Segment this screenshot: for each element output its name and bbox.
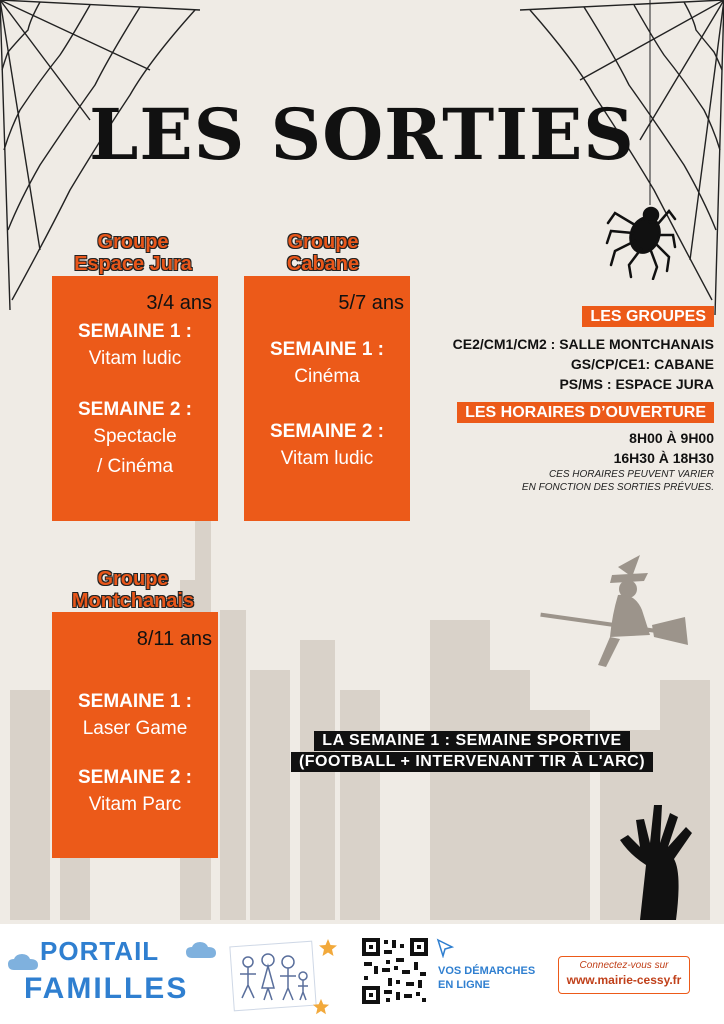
group-title-line2: Espace Jura: [74, 253, 192, 275]
week1-activity: Cinéma: [294, 366, 360, 387]
groups-line: GS/CP/CE1: CABANE: [570, 356, 714, 372]
week2-activity-line2: / Cinéma: [96, 456, 174, 477]
week1-label: SEMAINE 1 :: [269, 339, 385, 360]
website-link[interactable]: [558, 956, 690, 994]
spider-icon: [605, 195, 677, 280]
banner-line2: (FOOTBALL + INTERVENANT TIR À L'ARC): [291, 752, 653, 772]
demarches-line1: VOS DÉMARCHES: [438, 965, 536, 977]
zombie-hand-icon: [610, 795, 705, 920]
portail-label: PORTAIL: [40, 936, 160, 966]
group-card-espace-jura: [52, 276, 218, 521]
group-title-espace-jura: [58, 231, 208, 275]
demarches-label: [438, 964, 535, 992]
witch-icon: [540, 555, 690, 670]
qr-code-icon[interactable]: [360, 936, 430, 1006]
group-title-cabane: [248, 231, 398, 275]
sport-week-banner: [262, 730, 682, 772]
banner-line1: LA SEMAINE 1 : SEMAINE SPORTIVE: [314, 731, 629, 751]
week1-label: SEMAINE 1 :: [77, 321, 193, 342]
cursor-icon: [436, 938, 454, 958]
star-icon: [318, 938, 338, 958]
demarches-line2: EN LIGNE: [438, 979, 490, 991]
week2-activity: Vitam Parc: [88, 794, 182, 815]
group-title-line2: Montchanais: [71, 590, 195, 612]
age-range: 8/11 ans: [136, 628, 212, 650]
week2-activity: Vitam ludic: [280, 448, 374, 469]
week1-activity: Vitam ludic: [88, 348, 182, 369]
website-url[interactable]: www.mairie-cessy.fr: [566, 973, 682, 987]
group-title-line1: Groupe: [97, 231, 169, 253]
week1-activity: Laser Game: [82, 718, 188, 739]
family-drawing-icon: [228, 940, 318, 1012]
group-title-line2: Cabane: [286, 253, 360, 275]
hours-line: 8H00 À 9H00: [629, 430, 714, 446]
footer: [0, 924, 724, 1024]
group-card-cabane: [244, 276, 410, 521]
week2-activity-line1: Spectacle: [93, 426, 177, 447]
star-icon: [312, 998, 330, 1016]
group-title-line1: Groupe: [287, 231, 359, 253]
group-title-montchanais: [58, 568, 208, 612]
group-card-montchanais: [52, 612, 218, 858]
familles-label: FAMILLES: [24, 972, 189, 1005]
info-panel: [414, 306, 714, 494]
group-title-line1: Groupe: [97, 568, 169, 590]
cloud-icon: [186, 942, 216, 958]
groups-heading: LES GROUPES: [582, 306, 714, 327]
age-range: 3/4 ans: [146, 292, 212, 314]
age-range: 5/7 ans: [338, 292, 404, 314]
week1-label: SEMAINE 1 :: [77, 691, 193, 712]
hours-line: 16H30 À 18H30: [613, 450, 714, 466]
connect-label: Connectez-vous sur: [579, 960, 669, 971]
week2-label: SEMAINE 2 :: [77, 399, 193, 420]
week2-label: SEMAINE 2 :: [269, 421, 385, 442]
groups-line: PS/MS : ESPACE JURA: [559, 376, 714, 392]
hours-note: CES HORAIRES PEUVENT VARIER: [548, 469, 714, 480]
hours-heading: LES HORAIRES D’OUVERTURE: [457, 402, 714, 423]
groups-line: CE2/CM1/CM2 : SALLE MONTCHANAIS: [452, 336, 714, 352]
week2-label: SEMAINE 2 :: [77, 767, 193, 788]
hours-note: EN FONCTION DES SORTIES PRÉVUES.: [521, 482, 714, 493]
cloud-icon: [8, 954, 38, 970]
page-title: LES SORTIES: [89, 93, 635, 176]
